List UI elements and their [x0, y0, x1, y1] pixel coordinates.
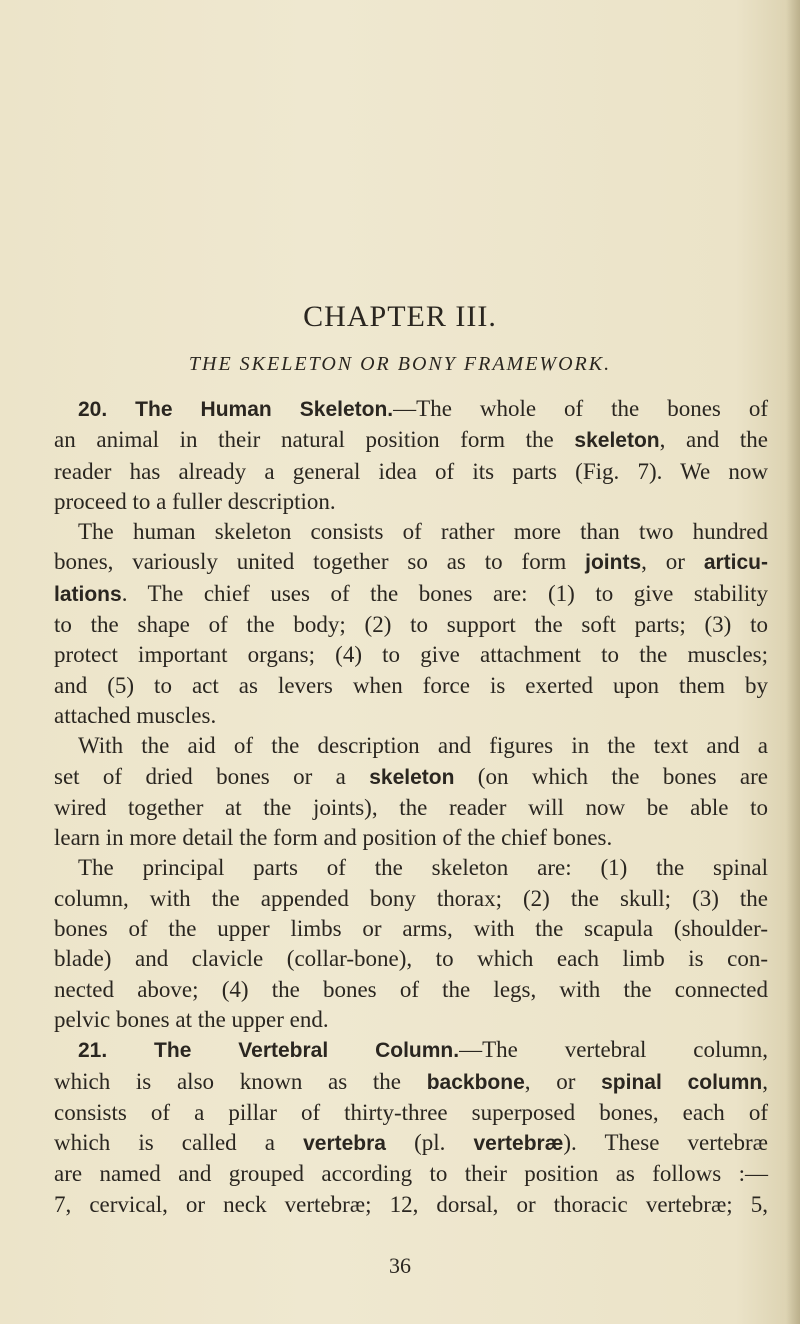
text-line: The human skeleton consists of rather more than two hundred [78, 519, 768, 545]
text-line: —The whole of the bones of [393, 396, 768, 421]
text-line [54, 425, 768, 456]
keyword-vertebrae: vertebræ [473, 1132, 564, 1156]
keyword-vertebra: vertebra [303, 1132, 386, 1156]
text-line [54, 762, 768, 793]
keyword-backbone: backbone [426, 1070, 525, 1094]
page-edge-shadow [786, 0, 800, 1324]
text-line: and (5) to act as levers when force is exerted upon them by [54, 672, 768, 698]
text-line: learn in more detail the form and position of the chief bones. [54, 825, 613, 851]
text-line: reader has already a general idea of its parts (Fig. 7). We now [54, 458, 768, 484]
text-line [54, 547, 768, 578]
text-span: set of dried bones or a [54, 763, 370, 789]
text-span: (pl. [385, 1130, 474, 1156]
keyword-skeleton: skeleton [574, 429, 660, 453]
text-line: pelvic bones at the upper end. [54, 1006, 329, 1032]
text-span: which is also known as the [54, 1068, 427, 1094]
chapter-subtitle: THE SKELETON OR BONY FRAMEWORK. [188, 353, 612, 375]
text-line [54, 1128, 768, 1159]
text-span: (on which the bones are [454, 763, 769, 789]
text-line: nected above; (4) the bones of the legs, with the connected [54, 976, 768, 1002]
text-line: proceed to a fuller description. [54, 488, 336, 514]
keyword-articulations: articu- [703, 551, 768, 575]
keyword-joints: joints [585, 551, 642, 575]
text-line [54, 1067, 768, 1098]
text-line: The principal parts of the skeleton are: (1) the spinal [78, 855, 768, 881]
text-span: —The vertebral column, [459, 1037, 768, 1063]
text-span: . The chief uses of the bones are: (1) to give stability [121, 580, 768, 606]
text-line: bones of the upper limbs or arms, with the scapula (shoulder- [54, 916, 768, 942]
text-line: to the shape of the body; (2) to support the soft parts; (3) to [54, 612, 768, 638]
text-span: , or [641, 549, 704, 575]
keyword-lations: lations [54, 582, 122, 606]
text-span: ). These vertebræ [563, 1130, 768, 1156]
text-line: 7, cervical, or neck vertebræ; 12, dorsal, or thoracic vertebræ; 5, [54, 1191, 768, 1217]
body-text [54, 394, 768, 1220]
text-line: wired together at the joints), the reader will now be able to [54, 794, 768, 820]
text-span: bones, variously united together so as to form [54, 549, 586, 575]
section-21-heading-line [54, 1035, 768, 1066]
section-21-number: 21. [78, 1039, 108, 1063]
text-line [54, 579, 768, 610]
keyword-spinal-column: spinal column [601, 1070, 763, 1094]
chapter-heading: CHAPTER III. [303, 300, 497, 333]
text-line: With the aid of the description and figures in the text and a [78, 733, 768, 759]
text-line: protect important organs; (4) to give attachment to the muscles; [54, 642, 768, 668]
page-number: 36 [389, 1253, 411, 1278]
text-span: , or [524, 1068, 602, 1094]
text-span: an animal in their natural position form the [54, 427, 575, 453]
section-20-heading-line [54, 394, 768, 425]
text-line: consists of a pillar of thirty-three superposed bones, each of [54, 1099, 768, 1125]
section-20-title: The Human Skeleton. [135, 398, 394, 421]
text-line: attached muscles. [54, 702, 217, 728]
section-20-number: 20. [78, 398, 108, 421]
keyword-skeleton: skeleton [369, 765, 455, 789]
text-line: blade) and clavicle (collar-bone), to which each limb is con- [54, 946, 768, 972]
text-line: column, with the appended bony thorax; (2) the skull; (3) the [54, 885, 768, 911]
text-span: which is called a [54, 1130, 304, 1156]
text-span: , [762, 1068, 769, 1094]
text-line: are named and grouped according to their position as follows :— [54, 1161, 768, 1187]
section-21-title: The Vertebral Column. [154, 1039, 460, 1063]
text-span: , and the [659, 427, 768, 453]
